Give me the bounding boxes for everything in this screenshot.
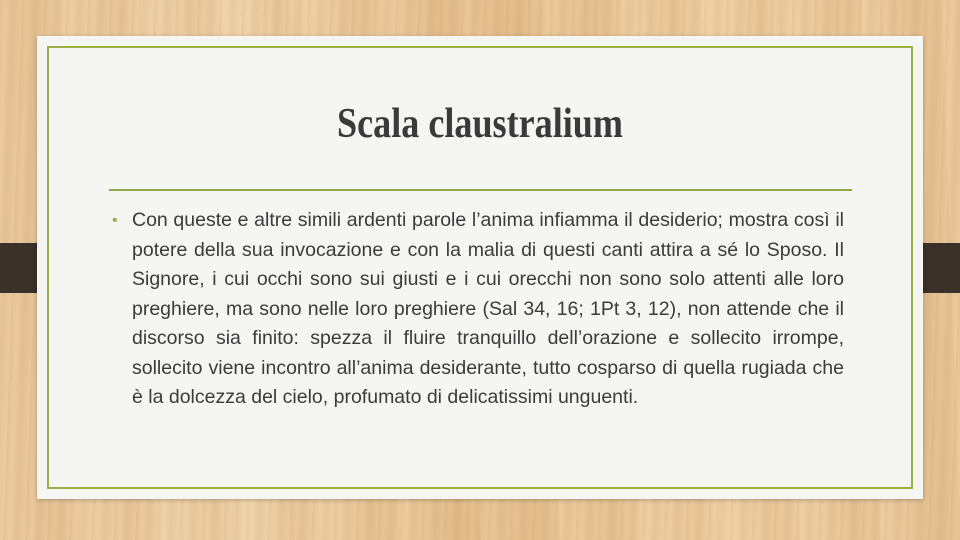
bullet-marker: • xyxy=(112,212,118,229)
bullet-item xyxy=(112,206,844,413)
slide-title: Scala claustralium xyxy=(337,101,623,147)
bullet-text: Con queste e altre simili ardenti parole l’anima infiamma il desiderio; mostra così il potere della sua invocazione e con la malia di questi canti attira a sé lo Sposo. Il Signore, i cui occhi sono sui giusti e i cui orecchi non sono solo attenti alle loro preghiere, ma sono nelle loro preghiere (Sal 34, 16; 1Pt 3, 12), non attende che il discorso sia finito: spezza il fluire tranquillo dell’orazione e sollecito irrompe, sollecito viene incontro all’anima desiderante, tutto cosparso di quella rugiada che è la dolcezza del cielo, profumato di delicatissimi unguenti. xyxy=(132,209,844,408)
slide-body xyxy=(112,206,844,413)
title-divider xyxy=(109,189,852,191)
